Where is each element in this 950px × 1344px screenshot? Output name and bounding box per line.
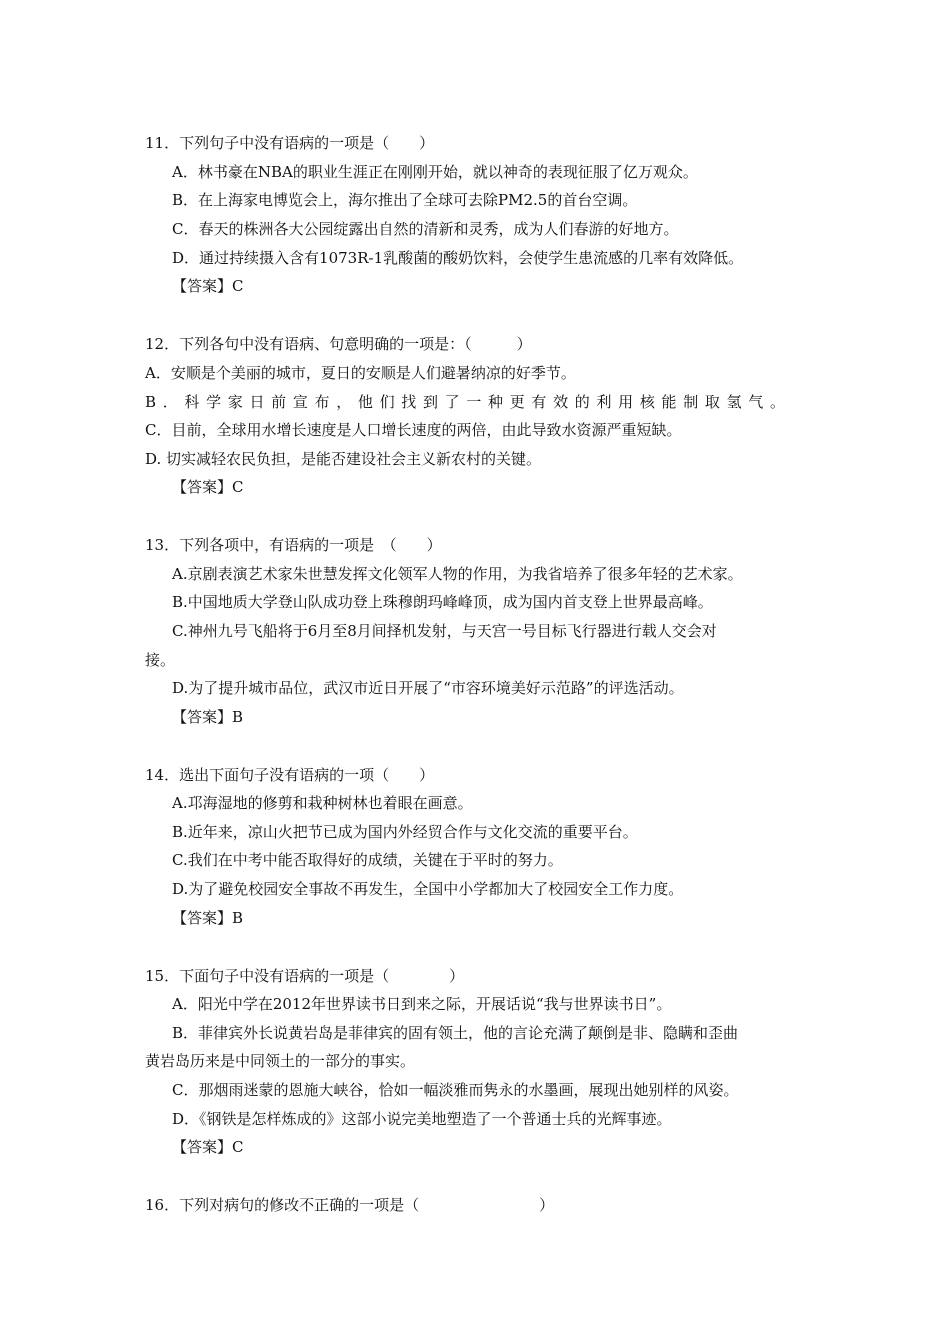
question-13-option-d: D.为了提升城市品位，武汉市近日开展了“市容环境美好示范路”的评选活动。 [172,679,684,697]
question-11-option-a: A．林书豪在NBA的职业生涯正在刚刚开始，就以神奇的表现征服了亿万观众。 [172,163,698,181]
question-13-option-c: C.神州九号飞船将于6月至8月间择机发射，与天宫一号目标飞行器进行载人交会对 [172,622,717,640]
question-15-option-b-continued: 黄岩岛历来是中同领土的一部分的事实。 [145,1052,416,1070]
question-13-option-b: B.中国地质大学登山队成功登上珠穆朗玛峰峰顶，成为国内首支登上世界最高峰。 [172,593,713,611]
question-11-option-d: D．通过持续摄入含有1073R-1乳酸菌的酸奶饮料，会使学生患流感的几率有效降低。 [172,249,744,267]
question-14-answer: 【答案】B [172,909,244,927]
question-14-stem: 14．选出下面句子没有语病的一项（ ） [145,766,435,784]
question-13-option-c-continued: 接。 [145,651,176,669]
question-15-option-c: C．那烟雨迷蒙的恩施大峡谷，恰如一幅淡雅而隽永的水墨画，展现出她别样的风姿。 [172,1081,739,1099]
question-11-stem: 11．下列句子中没有语病的一项是（ ） [145,134,435,152]
question-11-option-b: B．在上海家电博览会上，海尔推出了全球可去除PM2.5的首台空调。 [172,191,638,209]
question-11-answer: 【答案】C [172,277,244,295]
question-12-option-d: D. 切实减轻农民负担，是能否建设社会主义新农村的关键。 [145,450,542,468]
question-11-option-c: C．春天的株洲各大公园绽露出自然的清新和灵秀，成为人们春游的好地方。 [172,220,679,238]
question-15-option-b: B．菲律宾外长说黄岩岛是菲律宾的固有领土，他的言论充满了颠倒是非、隐瞒和歪曲 [172,1024,739,1042]
question-12-stem: 12．下列各句中没有语病、句意明确的一项是：（ ） [145,335,532,353]
question-12-option-a: A．安顺是个美丽的城市，夏日的安顺是人们避暑纳凉的好季节。 [145,364,576,382]
question-13-option-a: A.京剧表演艺术家朱世慧发挥文化领军人物的作用，为我省培养了很多年轻的艺术家。 [172,565,743,583]
question-14-option-c: C.我们在中考中能否取得好的成绩，关键在于平时的努力。 [172,851,563,869]
question-13-stem: 13．下列各项中，有语病的一项是 （ ） [145,536,442,554]
question-14-option-b: B.近年来，凉山火把节已成为国内外经贸合作与文化交流的重要平台。 [172,823,638,841]
question-16-stem: 16．下列对病句的修改不正确的一项是（ ） [145,1196,555,1214]
question-13-answer: 【答案】B [172,708,244,726]
question-15-stem: 15．下面句子中没有语病的一项是（ ） [145,967,465,985]
question-14-option-a: A.邛海湿地的修剪和栽种树林也着眼在画意。 [172,794,473,812]
question-15-answer: 【答案】C [172,1138,244,1156]
question-12-option-c: C．目前，全球用水增长速度是人口增长速度的两倍，由此导致水资源严重短缺。 [145,421,682,439]
question-15-option-a: A．阳光中学在2012年世界读书日到来之际，开展话说“我与世界读书日”。 [172,995,672,1013]
question-12-answer: 【答案】C [172,478,244,496]
question-12-option-b: B．科学家日前宣布，他们找到了一种更有效的利用核能制取氢气。 [145,393,785,411]
question-15-option-d: D．《钢铁是怎样炼成的》这部小说完美地塑造了一个普通士兵的光辉事迹。 [172,1110,672,1128]
question-14-option-d: D.为了避免校园安全事故不再发生，全国中小学都加大了校园安全工作力度。 [172,880,684,898]
